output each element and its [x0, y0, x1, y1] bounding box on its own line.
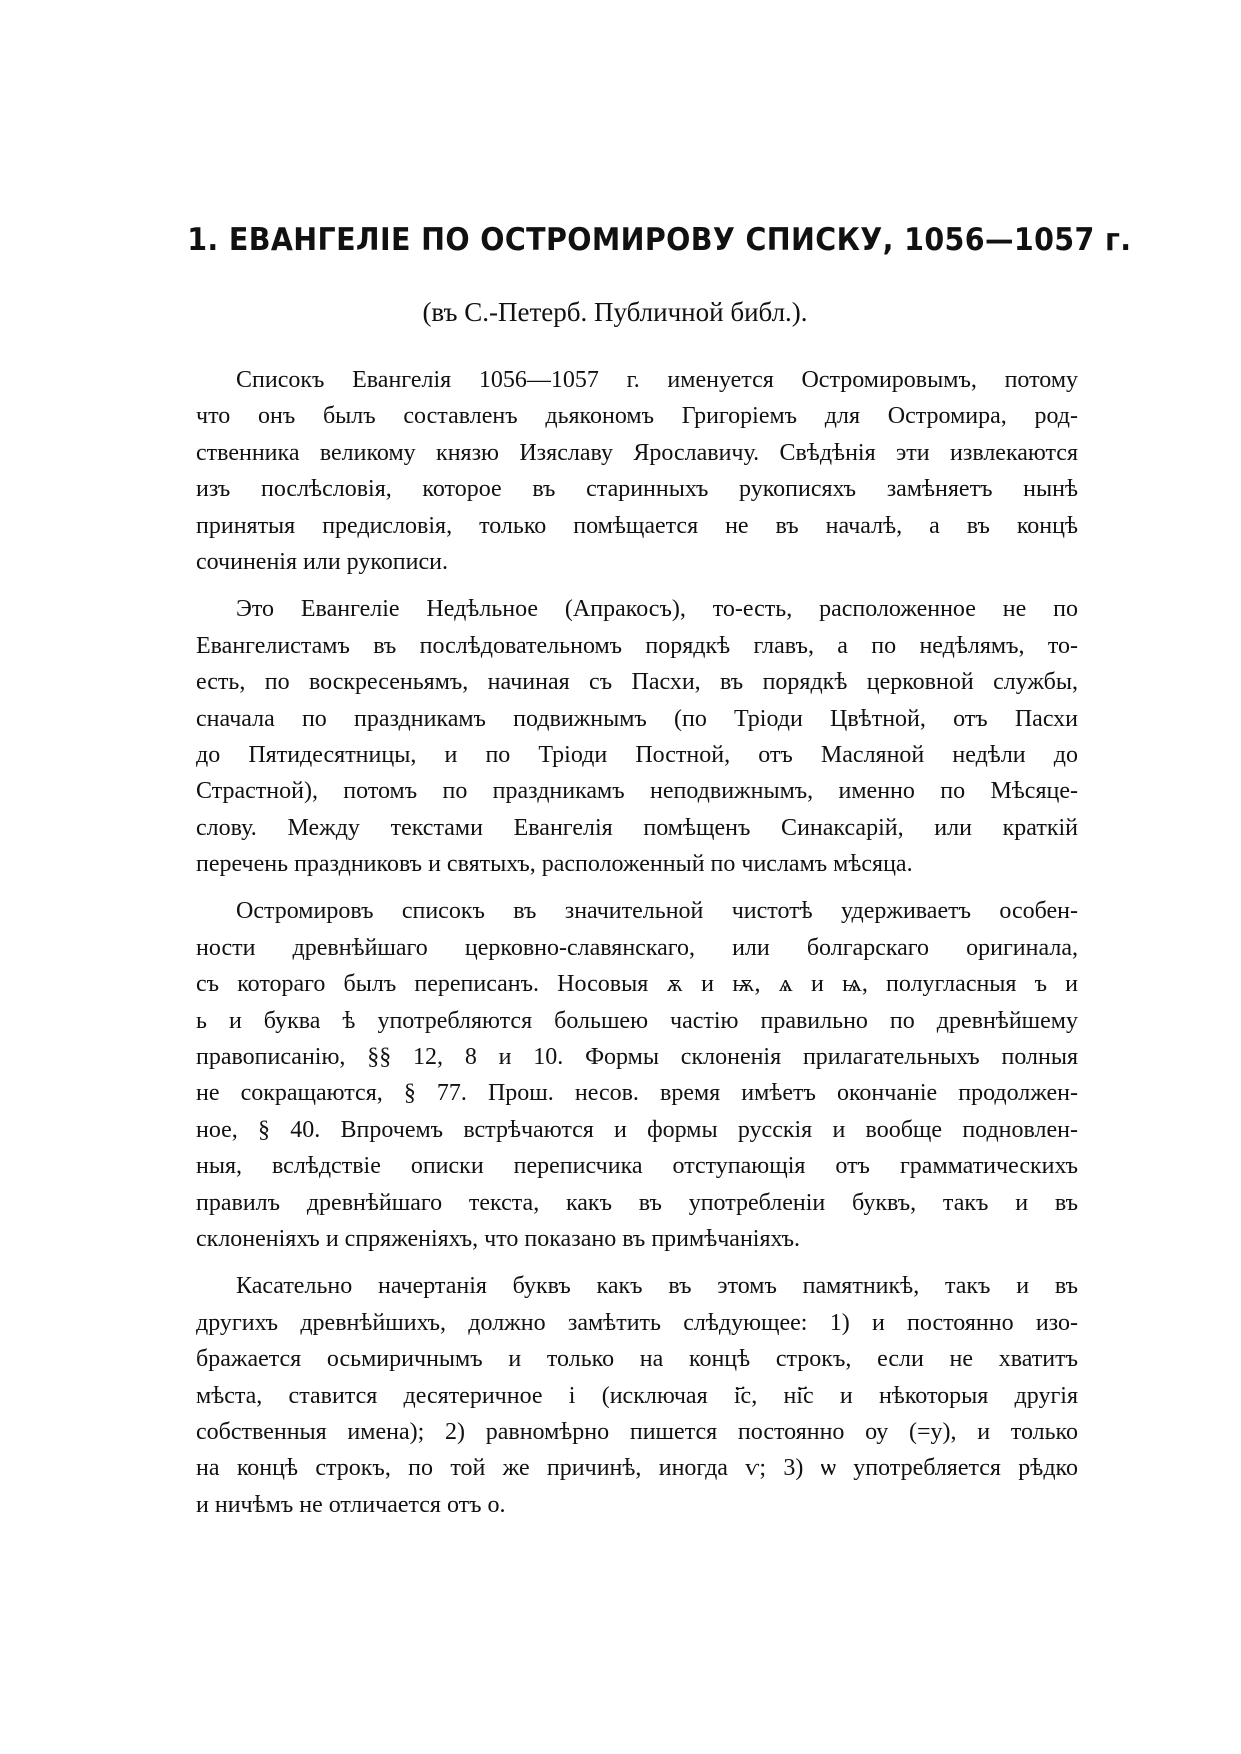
text-line: сначала по праздникамъ подвижнымъ (по Тріоди Цвѣтной, отъ Пасхи	[196, 705, 1078, 732]
text-line: Евангелистамъ въ послѣдовательномъ порядкѣ главъ, а по недѣлямъ, то-	[196, 632, 1078, 659]
text-line: перечень праздниковъ и святыхъ, расположенный по числамъ мѣсяца.	[196, 851, 913, 878]
text-line: сочиненія или рукописи.	[196, 548, 448, 575]
text-line: и ничѣмъ не отличается отъ о.	[196, 1491, 506, 1518]
text-line: что онъ былъ составленъ дьякономъ Григоріемъ для Остромира, род-	[196, 403, 1078, 430]
text-line: ь и буква ѣ употребляются большею частію правильно по древнѣйшему	[196, 1007, 1078, 1034]
text-line: слову. Между текстами Евангелія помѣщенъ Синаксарій, или краткій	[196, 814, 1078, 841]
text-line: другихъ древнѣйшихъ, должно замѣтить слѣдующее: 1) и постоянно изо-	[196, 1309, 1078, 1336]
paragraph-4	[196, 1268, 1078, 1523]
text-line: бражается осьмиричнымъ и только на концѣ строкъ, если не хватитъ	[196, 1346, 1078, 1373]
text-line: ное, § 40. Впрочемъ встрѣчаются и формы русскія и вообще подновлен-	[196, 1116, 1078, 1143]
text-line: собственныя имена); 2) равномѣрно пишется постоянно оу (=у), и только	[196, 1418, 1078, 1445]
text-line: ности древнѣйшаго церковно-славянскаго, или болгарскаго оригинала,	[196, 934, 1078, 961]
paragraph-2	[196, 591, 1078, 882]
page-subtitle: (въ С.-Петерб. Публичной библ.).	[422, 297, 808, 327]
page-title: 1. ЕВАНГЕЛІЕ ПО ОСТРОМИРОВУ СПИСКУ, 1056—1057 г.	[187, 222, 1132, 258]
text-line: не сокращаются, § 77. Прош. несов. время имѣетъ окончаніе продолжен-	[196, 1080, 1078, 1107]
text-line: Касательно начертанія буквъ какъ въ этомъ памятникѣ, такъ и въ	[236, 1273, 1078, 1300]
text-line: склоненіяхъ и спряженіяхъ, что показано въ примѣчаніяхъ.	[196, 1225, 801, 1252]
text-line: есть, по воскресеньямъ, начиная съ Пасхи, въ порядкѣ церковной службы,	[196, 669, 1078, 696]
text-line: на концѣ строкъ, по той же причинѣ, иногда ѵ; 3) ѡ употребляется рѣдко	[196, 1455, 1078, 1482]
text-line: Страстной), потомъ по праздникамъ неподвижнымъ, именно по Мѣсяце-	[196, 778, 1078, 805]
text-line: Списокъ Евангелія 1056—1057 г. именуется Остромировымъ, потому	[236, 367, 1078, 393]
text-line: мѣста, ставится десятеричное і (исключая і҃с, ні҃с и нѣкоторыя другія	[196, 1382, 1078, 1409]
text-line: до Пятидесятницы, и по Тріоди Постной, отъ Масляной недѣли до	[196, 741, 1078, 768]
text-line: съ котораго былъ переписанъ. Носовыя ѫ и ѭ, ѧ и ѩ, полугласныя ъ и	[196, 971, 1078, 998]
text-line: Остромировъ списокъ въ значительной чистотѣ удерживаетъ особен-	[236, 898, 1078, 925]
text-line: Это Евангеліе Недѣльное (Апракосъ), то-есть, расположенное не по	[236, 596, 1078, 623]
text-line: правилъ древнѣйшаго текста, какъ въ употребленіи буквъ, такъ и въ	[196, 1189, 1078, 1216]
text-line: изъ послѣсловія, которое въ старинныхъ рукописяхъ замѣняетъ нынѣ	[196, 476, 1078, 503]
text-line: ныя, вслѣдствіе описки переписчика отступающія отъ грамматическихъ	[196, 1153, 1078, 1180]
paragraph-3	[196, 893, 1078, 1257]
text-line: ственника великому князю Изяславу Ярославичу. Свѣдѣнія эти извлекаются	[196, 439, 1078, 466]
body-text	[196, 362, 1078, 1534]
text-line: принятыя предисловія, только помѣщается не въ началѣ, а въ концѣ	[196, 512, 1078, 539]
text-line: правописанію, §§ 12, 8 и 10. Формы склоненія прилагательныхъ полныя	[196, 1044, 1078, 1071]
paragraph-1	[196, 362, 1078, 580]
